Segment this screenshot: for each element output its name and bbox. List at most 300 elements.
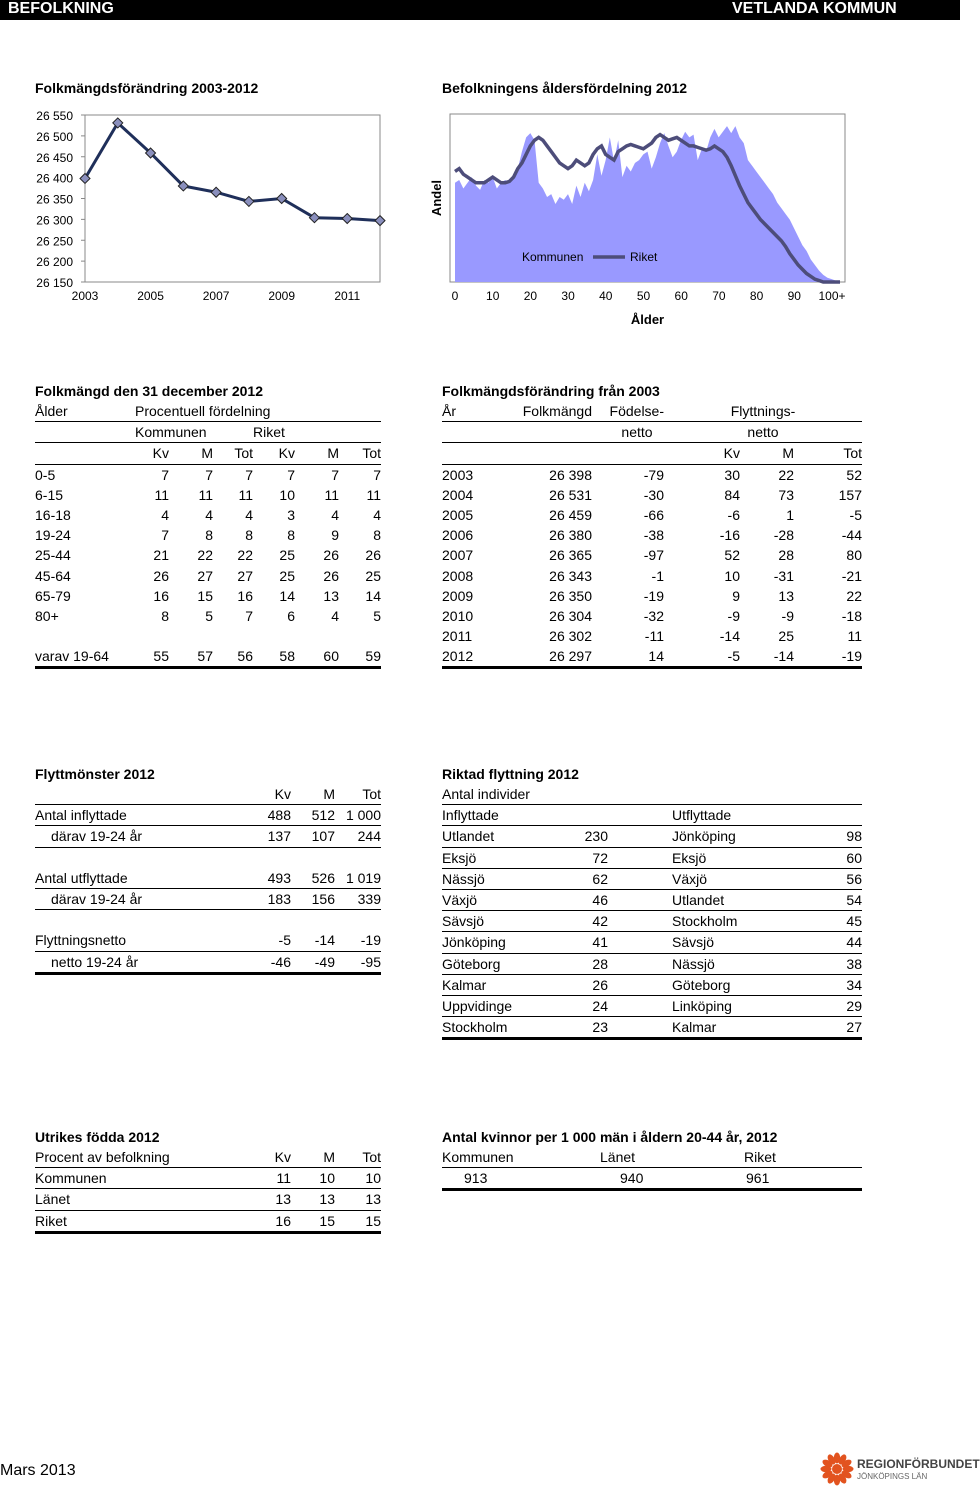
cell [245, 847, 291, 868]
cell: 15 [197, 587, 213, 604]
cell: -30 [643, 486, 664, 503]
x-tick-label: 20 [523, 289, 538, 303]
cell: 4 [331, 607, 339, 624]
cell: 84 [724, 486, 740, 503]
cell: -95 [335, 951, 381, 973]
cell: 22 [197, 547, 213, 564]
cell: 10 [291, 1168, 335, 1189]
cell: 59 [339, 646, 381, 668]
row-label: därav 19-24 år [35, 826, 245, 847]
cell: 21 [153, 547, 169, 564]
cell: 60 [295, 646, 339, 668]
header-sub: M [291, 1147, 335, 1168]
y-tick-label: 26 150 [36, 276, 73, 290]
cell: -28 [773, 527, 794, 544]
cell: 26 531 [549, 486, 592, 503]
row-label: 2012 [442, 646, 492, 668]
in-count: 28 [562, 953, 608, 974]
table-row [442, 911, 862, 932]
cell: -14 [291, 930, 335, 951]
out-count: 27 [812, 1017, 862, 1039]
out-count: 44 [812, 932, 862, 953]
row-label [35, 910, 245, 931]
blank-cell [125, 626, 169, 646]
cell [335, 910, 381, 931]
table-row [442, 485, 862, 505]
header-label: Procent av befolkning [35, 1147, 245, 1168]
cell: 526 [291, 868, 335, 889]
row-label: 2007 [442, 547, 474, 564]
cell: 80 [846, 547, 862, 564]
row-label: 2005 [442, 507, 474, 524]
in-count: 72 [562, 847, 608, 868]
table-row [442, 606, 862, 626]
legend-kommunen: Kommunen [522, 250, 584, 264]
out-place: Stockholm [672, 911, 812, 932]
cell: 11 [245, 1168, 291, 1189]
cell: 13 [245, 1189, 291, 1210]
table-row [35, 930, 381, 951]
row-label: därav 19-24 år [35, 888, 245, 909]
in-place: Växjö [442, 889, 562, 910]
row-label: 2009 [442, 587, 474, 604]
section-title: BEFOLKNING [8, 0, 114, 17]
out-place: Växjö [672, 868, 812, 889]
cell: 13 [323, 587, 339, 604]
cell: 4 [245, 507, 253, 524]
cell: 26 [323, 567, 339, 584]
cell: 4 [331, 507, 339, 524]
cell: -79 [643, 466, 664, 483]
cell: 13 [335, 1189, 381, 1210]
cell [291, 847, 335, 868]
cell: -46 [245, 951, 291, 973]
x-tick-label: 2011 [334, 289, 361, 303]
blank-cell [213, 626, 253, 646]
in-place: Kalmar [442, 974, 562, 995]
cell: 3 [287, 507, 295, 524]
row-label: Antal inflyttade [35, 805, 245, 826]
y-tick-label: 26 250 [36, 234, 73, 249]
cell: 52 [724, 547, 740, 564]
header-sub: Tot [335, 1147, 381, 1168]
header-utflyttade: Utflyttade [672, 805, 862, 826]
table-row [35, 888, 381, 909]
table-row [442, 566, 862, 586]
table-row [35, 910, 381, 931]
cell: 107 [291, 826, 335, 847]
y-tick-label: 26 450 [36, 150, 73, 165]
chart1-title: Folkmängdsförändring 2003-2012 [35, 80, 259, 96]
cell: 137 [245, 826, 291, 847]
table-row [35, 826, 381, 847]
row-label: 6-15 [35, 486, 64, 503]
cell: 9 [331, 527, 339, 544]
cell: -6 [727, 507, 740, 524]
row-label: 25-44 [35, 547, 71, 564]
cell: 7 [287, 466, 295, 483]
cell: 57 [169, 646, 213, 668]
row-label: netto 19-24 år [35, 951, 245, 973]
cell: 16 [245, 1210, 291, 1232]
cell: 55 [125, 646, 169, 668]
header-sub: Kv [664, 443, 740, 464]
cell: -31 [773, 567, 794, 584]
cell: -1 [651, 567, 664, 584]
x-tick-label: 40 [599, 289, 613, 303]
header-sub: Tot [794, 443, 862, 464]
table-row [442, 464, 862, 485]
row-label: Flyttningsnetto [35, 930, 245, 951]
cell: 488 [245, 805, 291, 826]
value-riket: 961 [722, 1168, 862, 1190]
cell: 27 [197, 567, 213, 584]
row-label: varav 19-64 [35, 646, 125, 668]
header-sub: M [291, 784, 335, 805]
population-change-table [442, 401, 862, 669]
header-inflyttade: Inflyttade [442, 805, 672, 826]
y-tick-label: 26 550 [36, 109, 73, 123]
sun-logo-icon [820, 1452, 854, 1486]
header-sub: Kv [125, 443, 169, 464]
cell: 11 [847, 628, 862, 645]
spacer [608, 847, 672, 868]
cell: 10 [335, 1168, 381, 1189]
cell: 9 [732, 587, 740, 604]
cell: -19 [335, 930, 381, 951]
in-place: Nässjö [442, 868, 562, 889]
migration-pattern-table [35, 784, 381, 975]
out-count: 34 [812, 974, 862, 995]
row-label: 65-79 [35, 587, 71, 604]
cell: 11 [198, 486, 213, 503]
spacer [608, 974, 672, 995]
directed-migration-table [442, 784, 862, 1040]
in-place: Göteborg [442, 953, 562, 974]
header-sub: Kv [245, 784, 291, 805]
spacer [608, 995, 672, 1016]
header-kv-lanet: Länet [582, 1147, 722, 1168]
x-tick-label: 80 [749, 289, 764, 303]
spacer [608, 911, 672, 932]
in-place: Uppvidinge [442, 995, 562, 1016]
x-axis-label: Ålder [630, 312, 665, 327]
flytt-title: Flyttmönster 2012 [35, 766, 155, 782]
cell: -97 [643, 547, 664, 564]
table-row [442, 626, 862, 646]
cell: 22 [237, 547, 253, 564]
cell: 1 019 [335, 868, 381, 889]
cell: -9 [781, 607, 794, 624]
cell: 7 [331, 466, 339, 483]
cell: 1 000 [335, 805, 381, 826]
table-row [35, 951, 381, 973]
cell: 7 [161, 527, 169, 544]
header-sub: M [295, 443, 339, 464]
header-kommunen: Kommunen [125, 422, 253, 443]
cell: 183 [245, 888, 291, 909]
cell: 14 [592, 646, 664, 668]
cell: 7 [245, 466, 253, 483]
y-tick-label: 26 300 [36, 213, 73, 228]
in-count: 62 [562, 868, 608, 889]
header-sub: Tot [335, 784, 381, 805]
cell [335, 847, 381, 868]
header-birth: Födelse- [592, 401, 664, 422]
utrikes-title: Utrikes födda 2012 [35, 1129, 160, 1145]
cell: 11 [324, 486, 339, 503]
table-row [35, 586, 381, 606]
table-row [35, 606, 381, 626]
chart2-title: Befolkningens åldersfördelning 2012 [442, 80, 688, 96]
in-place: Eksjö [442, 847, 562, 868]
out-place: Kalmar [672, 1017, 812, 1039]
row-label: 80+ [35, 607, 59, 624]
x-tick-label: 90 [787, 289, 801, 303]
row-label [35, 847, 245, 868]
out-place: Utlandet [672, 889, 812, 910]
header-migration: Flyttnings- [664, 401, 862, 422]
out-count: 54 [812, 889, 862, 910]
cell: 4 [205, 507, 213, 524]
population-table [35, 401, 381, 669]
x-tick-label: 60 [674, 289, 688, 303]
spacer [608, 889, 672, 910]
cell: 26 [365, 547, 381, 564]
spacer [608, 953, 672, 974]
pop-title: Folkmängd den 31 december 2012 [35, 383, 263, 399]
blank-cell [295, 626, 339, 646]
header-kv-kommunen: Kommunen [442, 1147, 582, 1168]
table-row [35, 847, 381, 868]
cell: 15 [291, 1210, 335, 1232]
in-count: 42 [562, 911, 608, 932]
cell: 339 [335, 888, 381, 909]
cell: 6 [287, 607, 295, 624]
table-row [35, 525, 381, 545]
header-age: Ålder [35, 401, 125, 422]
cell: 1 [786, 507, 794, 524]
cell: 11 [366, 486, 381, 503]
age-distribution-chart [425, 102, 865, 332]
in-count: 26 [562, 974, 608, 995]
header-sub: M [169, 443, 213, 464]
cell: 5 [373, 607, 381, 624]
cell: 73 [778, 486, 794, 503]
row-label: 2010 [442, 607, 474, 624]
cell: 7 [161, 466, 169, 483]
in-place: Jönköping [442, 932, 562, 953]
y-tick-label: 26 350 [36, 192, 73, 207]
header-bar [0, 0, 960, 20]
cell: 22 [778, 466, 794, 483]
cell: 26 [323, 547, 339, 564]
row-label: Kommunen [35, 1168, 245, 1189]
cell: -9 [727, 607, 740, 624]
footer-date: Mars 2013 [0, 1462, 76, 1479]
cell: -16 [719, 527, 740, 544]
row-label: Riket [35, 1210, 245, 1232]
header-sub: Tot [339, 443, 381, 464]
legend-riket: Riket [630, 250, 658, 264]
cell: 5 [205, 607, 213, 624]
out-count: 38 [812, 953, 862, 974]
out-count: 56 [812, 868, 862, 889]
in-count: 41 [562, 932, 608, 953]
blank-cell [253, 626, 295, 646]
cell: 16 [237, 587, 253, 604]
y-tick-label: 26 200 [36, 255, 73, 270]
header-birth-netto: netto [592, 422, 664, 443]
cell: -19 [643, 587, 664, 604]
blank-cell [339, 626, 381, 646]
x-tick-label: 50 [636, 289, 651, 303]
x-tick-label: 10 [486, 289, 500, 303]
cell: 26 380 [549, 527, 592, 544]
cell: -38 [643, 527, 664, 544]
cell: -32 [643, 607, 664, 624]
row-label: 2004 [442, 486, 474, 503]
in-place: Stockholm [442, 1017, 562, 1039]
table-row [35, 1210, 381, 1232]
table-row [442, 889, 862, 910]
cell: 512 [291, 805, 335, 826]
cell: -44 [841, 527, 862, 544]
cell: 25 [279, 567, 295, 584]
cell: 13 [778, 587, 794, 604]
cell: 8 [287, 527, 295, 544]
women-per-men-table [442, 1147, 862, 1191]
cell: -19 [794, 646, 862, 668]
blank-cell [169, 626, 213, 646]
cell: 244 [335, 826, 381, 847]
header-kv-riket: Riket [722, 1147, 862, 1168]
spacer [608, 868, 672, 889]
x-tick-label: 2005 [137, 289, 164, 303]
spacer [608, 932, 672, 953]
table-row [35, 566, 381, 586]
table-row [442, 932, 862, 953]
table-row [35, 868, 381, 889]
riktad-title: Riktad flyttning 2012 [442, 766, 579, 782]
y-axis-label: Andel [429, 179, 444, 217]
cell: 26 350 [549, 587, 592, 604]
cell [291, 910, 335, 931]
table-row [442, 995, 862, 1016]
header-distribution: Procentuell fördelning [125, 401, 381, 422]
kvinnor-title: Antal kvinnor per 1 000 män i åldern 20-44 år, 2012 [442, 1129, 778, 1145]
foreign-born-table [35, 1147, 381, 1234]
cell: 25 [279, 547, 295, 564]
municipality-name: VETLANDA KOMMUN [732, 0, 897, 17]
cell: -49 [291, 951, 335, 973]
row-label: Länet [35, 1189, 245, 1210]
cell: -18 [841, 607, 862, 624]
cell: 7 [205, 466, 213, 483]
table-row [35, 1189, 381, 1210]
in-count: 46 [562, 889, 608, 910]
cell: -66 [643, 507, 664, 524]
cell: 16 [153, 587, 169, 604]
cell: 156 [291, 888, 335, 909]
x-tick-label: 100+ [818, 289, 846, 303]
x-tick-label: 30 [561, 289, 575, 303]
out-place: Eksjö [672, 847, 812, 868]
in-count: 24 [562, 995, 608, 1016]
cell: -14 [719, 628, 740, 645]
plot-area [85, 115, 380, 282]
out-count: 45 [812, 911, 862, 932]
cell: 7 [245, 607, 253, 624]
in-count: 230 [562, 826, 608, 847]
cell: 157 [838, 486, 862, 503]
cell: 26 302 [549, 628, 592, 645]
x-tick-label: 0 [451, 289, 459, 303]
cell: 26 [153, 567, 169, 584]
cell: 26 304 [549, 607, 592, 624]
header-migration-netto: netto [664, 422, 862, 443]
cell: 8 [205, 527, 213, 544]
change-title: Folkmängdsförändring från 2003 [442, 383, 660, 399]
header-sub: Kv [245, 1147, 291, 1168]
cell: 14 [365, 587, 381, 604]
row-label: 2003 [442, 466, 474, 483]
cell: 26 297 [492, 646, 592, 668]
cell: 10 [279, 486, 295, 503]
table-row [442, 847, 862, 868]
table-row-varav [35, 646, 381, 668]
row-label: 45-64 [35, 567, 71, 584]
spacer [608, 826, 672, 847]
cell: 26 343 [549, 567, 592, 584]
value-kommunen: 913 [442, 1168, 582, 1190]
table-row [442, 974, 862, 995]
in-place: Utlandet [442, 826, 562, 847]
cell: 8 [373, 527, 381, 544]
cell: -5 [849, 507, 862, 524]
cell: 14 [279, 587, 295, 604]
cell: 25 [365, 567, 381, 584]
y-tick-label: 26 400 [36, 171, 73, 186]
table-row [442, 1017, 862, 1039]
cell: 13 [291, 1189, 335, 1210]
header-year: År [442, 401, 492, 422]
out-place: Göteborg [672, 974, 812, 995]
cell [245, 910, 291, 931]
cell: 4 [161, 507, 169, 524]
x-tick-label: 2007 [202, 289, 230, 303]
out-count: 98 [812, 826, 862, 847]
header-antal: Antal individer [442, 784, 862, 805]
cell: 30 [724, 466, 740, 483]
cell: 22 [846, 587, 862, 604]
logo-line1: REGIONFÖRBUNDET [857, 1457, 980, 1471]
table-row [442, 545, 862, 565]
table-row [442, 586, 862, 606]
header-riket: Riket [253, 422, 381, 443]
value-lanet: 940 [582, 1168, 722, 1190]
cell: 4 [373, 507, 381, 524]
cell: -5 [664, 646, 740, 668]
table-row [442, 868, 862, 889]
cell: 26 459 [549, 507, 592, 524]
out-place: Nässjö [672, 953, 812, 974]
table-row [35, 464, 381, 485]
legend-swatch-kommunen [487, 252, 517, 261]
y-tick-label: 26 500 [36, 129, 73, 144]
x-tick-label: 2009 [268, 289, 296, 303]
spacer [608, 1017, 672, 1039]
